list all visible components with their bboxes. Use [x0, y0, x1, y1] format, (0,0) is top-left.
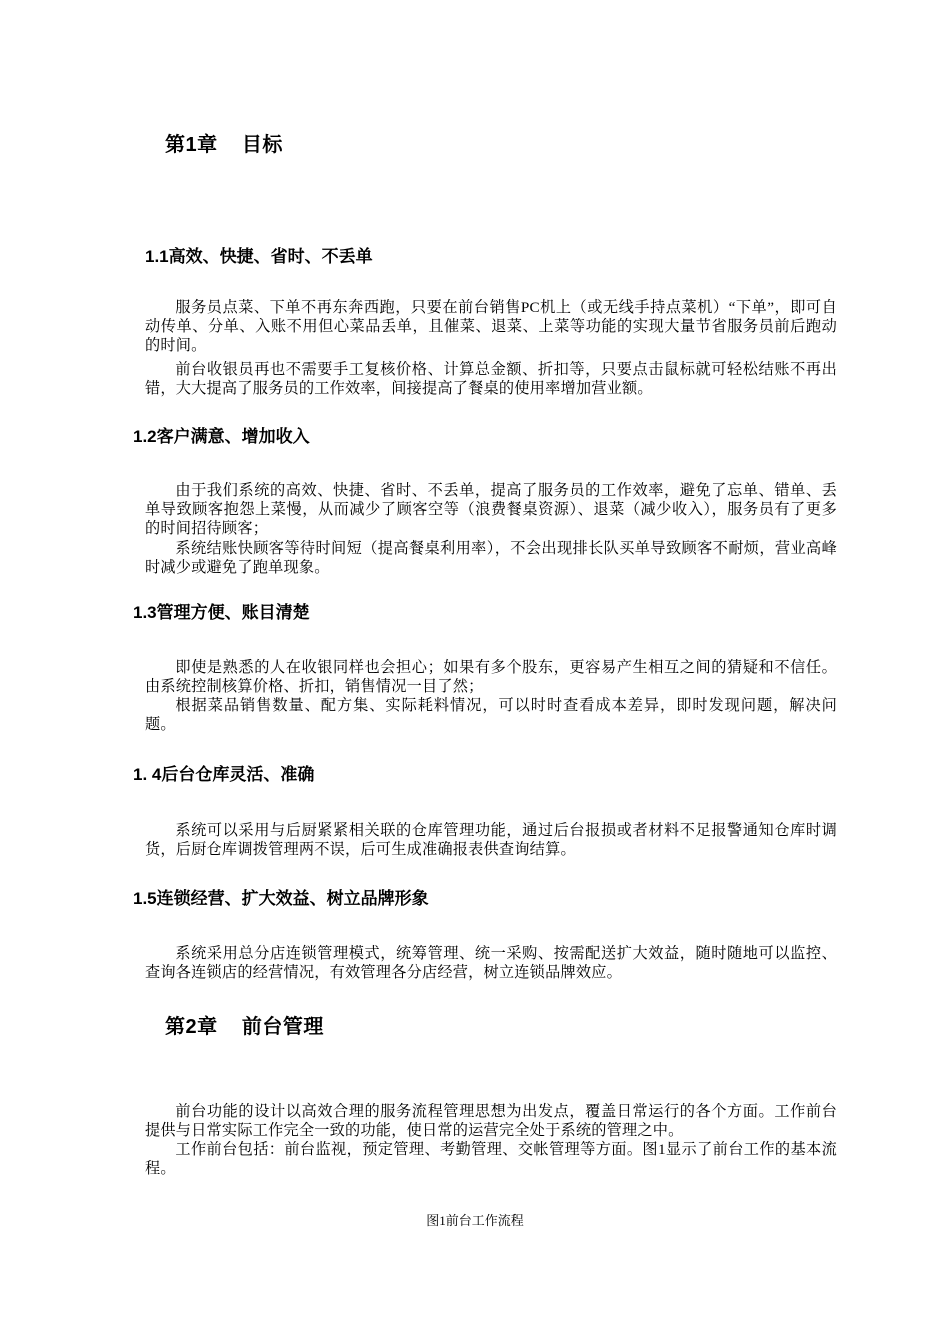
section-1-2-paragraph-1: 由于我们系统的高效、快捷、省时、不丢单，提高了服务员的工作效率，避免了忘单、错单、丢单导致顾客抱怨上菜慢，从而减少了顾客空等（浪费餐桌资源）、退菜（减少收入），服务员有了更多的时间招待顾客；	[145, 482, 837, 537]
chapter-1-title: 第1章 目标	[165, 134, 283, 156]
section-1-1-paragraph-1: 服务员点菜、下单不再东奔西跑，只要在前台销售PC机上（或无线手持点菜机）“下单”，即可自动传单、分单、入账不用但心菜品丢单，且催菜、退菜、上菜等功能的实现大量节省服务员前后跑动的时间。	[145, 299, 837, 354]
figure-caption: 图1前台工作流程	[426, 1213, 524, 1228]
section-1-3-paragraph-2: 根据菜品销售数量、配方集、实际耗料情况，可以时时查看成本差异，即时发现问题，解决问题。	[145, 697, 837, 733]
chapter-2-title: 第2章 前台管理	[165, 1016, 324, 1038]
section-1-5-paragraph-1: 系统采用总分店连锁管理模式，统筹管理、统一采购、按需配送扩大效益，随时随地可以监控、查询各连锁店的经营情况，有效管理各分店经营，树立连锁品牌效应。	[145, 945, 837, 981]
section-1-1-paragraph-2: 前台收银员再也不需要手工复核价格、计算总金额、折扣等，只要点击鼠标就可轻松结账不再出错，大大提高了服务员的工作效率，间接提高了餐桌的使用率增加营业额。	[145, 361, 837, 397]
section-1-3-heading: 1.3管理方便、账目清楚	[133, 603, 310, 622]
chapter-2-paragraph-2: 工作前台包括：前台监视，预定管理、考勤管理、交帐管理等方面。图1显示了前台工作的基本流程。	[145, 1141, 837, 1177]
section-1-1-heading: 1.1高效、快捷、省时、不丢单	[145, 247, 373, 266]
section-1-3-paragraph-1: 即使是熟悉的人在收银同样也会担心；如果有多个股东，更容易产生相互之间的猜疑和不信任。由系统控制核算价格、折扣，销售情况一目了然；	[145, 659, 837, 695]
section-1-2-heading: 1.2客户满意、增加收入	[133, 427, 310, 446]
section-1-4-heading: 1. 4后台仓库灵活、准确	[133, 765, 315, 784]
chapter-2-paragraph-1: 前台功能的设计以高效合理的服务流程管理思想为出发点，覆盖日常运行的各个方面。工作前台提供与日常实际工作完全一致的功能，使日常的运营完全处于系统的管理之中。	[145, 1103, 837, 1139]
section-1-2-paragraph-2: 系统结账快顾客等待时间短（提高餐桌利用率），不会出现排长队买单导致顾客不耐烦，营业高峰时减少或避免了跑单现象。	[145, 540, 837, 576]
section-1-5-heading: 1.5连锁经营、扩大效益、树立品牌形象	[133, 889, 429, 908]
section-1-4-paragraph-1: 系统可以采用与后厨紧紧相关联的仓库管理功能，通过后台报损或者材料不足报警通知仓库时调货，后厨仓库调拨管理两不误，后可生成准确报表供查询结算。	[145, 822, 837, 858]
